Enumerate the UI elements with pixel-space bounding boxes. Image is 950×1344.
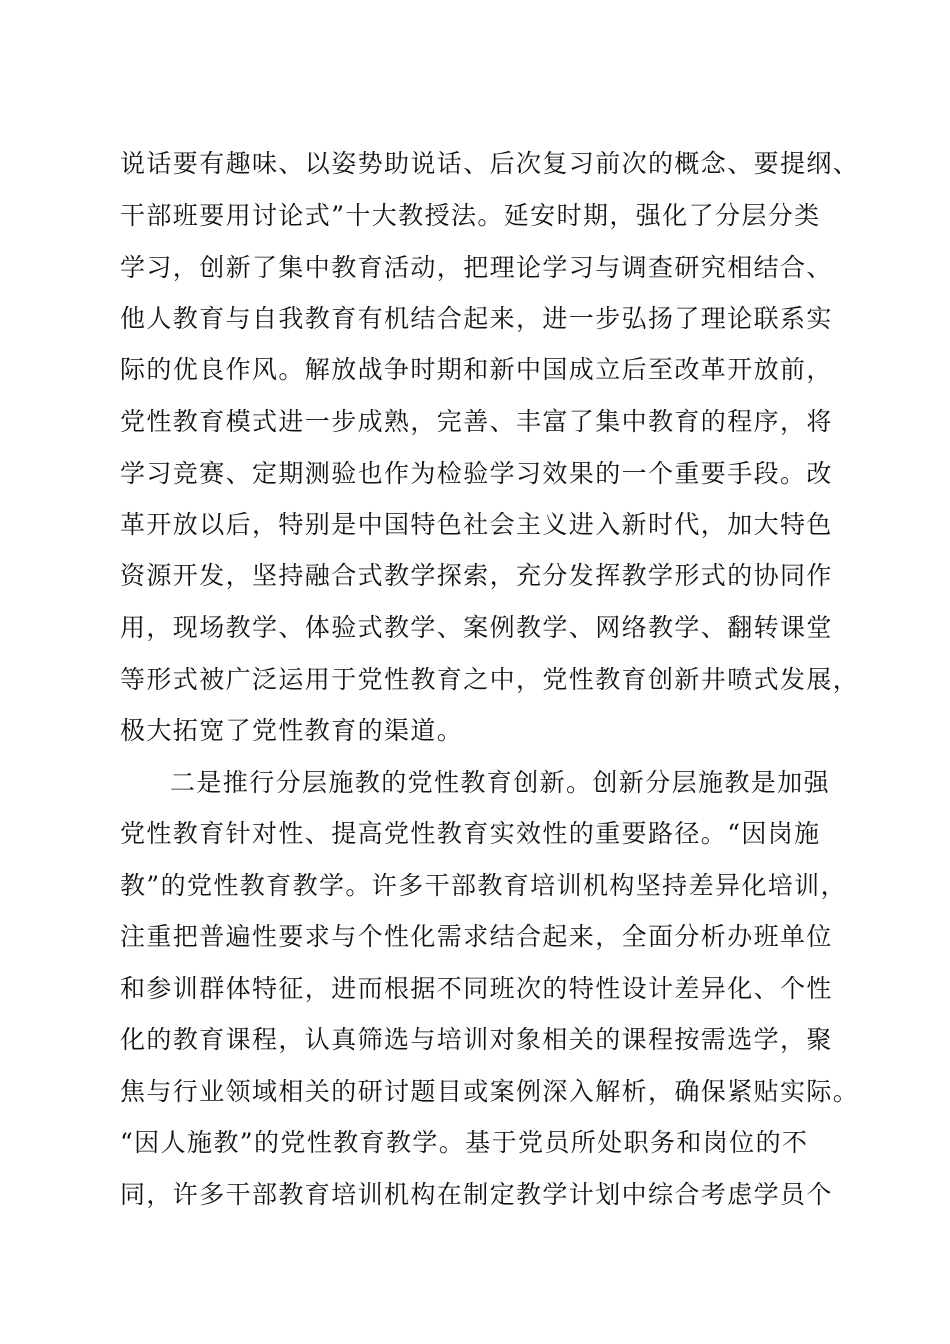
text-line: 党性教育针对性、提高党性教育实效性的重要路径。“因岗施 xyxy=(120,819,821,848)
text-line: 学习，创新了集中教育活动，把理论学习与调查研究相结合、 xyxy=(120,253,833,282)
text-line: 化的教育课程，认真筛选与培训对象相关的课程按需选学，聚 xyxy=(120,1025,833,1054)
text-line: 他人教育与自我教育有机结合起来，进一步弘扬了理论联系实 xyxy=(120,304,833,333)
text-line: 注重把普遍性要求与个性化需求结合起来，全面分析办班单位 xyxy=(120,922,833,951)
text-line: 等形式被广泛运用于党性教育之中，党性教育创新井喷式发展， xyxy=(120,665,860,694)
text-line: 和参训群体特征，进而根据不同班次的特性设计差异化、个性 xyxy=(120,974,833,1003)
text-line: 教”的党性教育教学。许多干部教育培训机构坚持差异化培训， xyxy=(120,871,847,900)
text-line: 资源开发，坚持融合式教学探索，充分发挥教学形式的协同作 xyxy=(120,561,833,590)
text-line: 革开放以后，特别是中国特色社会主义进入新时代，加大特色 xyxy=(120,510,833,539)
text-line: 党性教育模式进一步成熟，完善、丰富了集中教育的程序，将 xyxy=(120,407,833,436)
text-line: 学习竞赛、定期测验也作为检验学习效果的一个重要手段。改 xyxy=(120,459,833,488)
paragraph-first-line: 二是推行分层施教的党性教育创新。创新分层施教是加强 xyxy=(170,768,831,797)
text-line: 用，现场教学、体验式教学、案例教学、网络教学、翻转课堂 xyxy=(120,613,833,642)
text-line: “因人施教”的党性教育教学。基于党员所处职务和岗位的不 xyxy=(120,1128,809,1157)
text-line: 极大拓宽了党性教育的渠道。 xyxy=(120,716,464,745)
text-line: 际的优良作风。解放战争时期和新中国成立后至改革开放前， xyxy=(120,355,833,384)
text-line: 说话要有趣味、以姿势助说话、后次复习前次的概念、要提纲、 xyxy=(120,149,860,178)
text-line: 干部班要用讨论式”十大教授法。延安时期，强化了分层分类 xyxy=(120,201,821,230)
text-line: 同，许多干部教育培训机构在制定教学计划中综合考虑学员个 xyxy=(120,1180,833,1209)
text-line: 焦与行业领域相关的研讨题目或案例深入解析，确保紧贴实际。 xyxy=(120,1077,860,1106)
